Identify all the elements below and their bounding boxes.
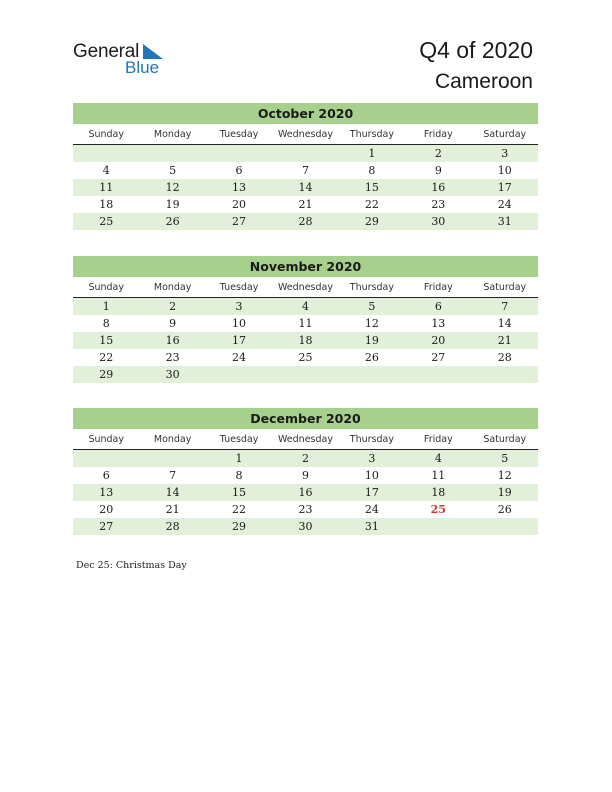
day-cell: 25 — [99, 215, 114, 228]
week-row — [73, 518, 538, 535]
weekday-label: Friday — [423, 434, 453, 445]
day-cell: 8 — [235, 469, 243, 482]
weekday-label: Tuesday — [219, 129, 259, 140]
day-cell: 5 — [169, 164, 177, 177]
week-row — [73, 450, 538, 467]
day-cell: 29 — [232, 520, 247, 533]
day-cell: 24 — [497, 198, 512, 211]
day-cell: 22 — [99, 351, 114, 364]
day-cell: 24 — [364, 503, 379, 516]
day-cell: 23 — [165, 351, 180, 364]
day-cell: 9 — [301, 469, 309, 482]
day-cell: 17 — [497, 181, 512, 194]
day-cell: 4 — [301, 300, 309, 313]
day-cell: 13 — [232, 181, 247, 194]
day-cell: 3 — [235, 300, 243, 313]
country-name: Cameroon — [434, 70, 533, 93]
day-cell: 2 — [169, 300, 177, 313]
day-cell: 27 — [431, 351, 446, 364]
day-cell: 21 — [165, 503, 180, 516]
day-cell: 17 — [364, 486, 379, 499]
day-cell: 31 — [364, 520, 379, 533]
weekday-header-row — [73, 431, 538, 450]
month-header: December 2020 — [73, 408, 538, 429]
day-cell: 15 — [99, 334, 114, 347]
day-cell: 23 — [298, 503, 313, 516]
day-cell: 30 — [298, 520, 313, 533]
logo — [73, 41, 173, 81]
day-cell — [405, 518, 471, 535]
day-cell: 19 — [497, 486, 512, 499]
day-cell: 1 — [368, 147, 376, 160]
day-cell: 9 — [169, 317, 177, 330]
weekday-label: Saturday — [483, 129, 527, 140]
day-cell: 2 — [301, 452, 309, 465]
day-cell: 27 — [232, 215, 247, 228]
weekday-label: Saturday — [483, 434, 527, 445]
day-cell: 17 — [232, 334, 247, 347]
day-cell: 11 — [298, 317, 313, 330]
week-row — [73, 467, 538, 484]
day-cell — [472, 518, 538, 535]
week-row — [73, 196, 538, 213]
day-cell: 10 — [232, 317, 247, 330]
day-cell: 12 — [497, 469, 512, 482]
day-cell: 6 — [235, 164, 243, 177]
day-cell: 26 — [165, 215, 180, 228]
day-cell: 23 — [431, 198, 446, 211]
day-cell: 8 — [102, 317, 110, 330]
day-cell — [139, 450, 205, 467]
day-cell — [272, 366, 338, 383]
week-row — [73, 501, 538, 518]
day-cell: 29 — [99, 368, 114, 381]
weekday-header-row — [73, 126, 538, 145]
month-header: October 2020 — [73, 103, 538, 124]
weekday-label: Friday — [423, 129, 453, 140]
day-cell: 13 — [431, 317, 446, 330]
day-cell: 21 — [497, 334, 512, 347]
weekday-label: Friday — [423, 282, 453, 293]
day-cell: 11 — [431, 469, 446, 482]
day-cell: 31 — [497, 215, 512, 228]
day-cell: 15 — [364, 181, 379, 194]
day-cell — [272, 145, 338, 162]
quarter-title: Q4 of 2020 — [419, 37, 533, 63]
day-cell: 16 — [298, 486, 313, 499]
day-cell: 20 — [431, 334, 446, 347]
day-cell: 3 — [501, 147, 509, 160]
day-cell: 14 — [298, 181, 313, 194]
day-cell: 19 — [364, 334, 379, 347]
weekday-label: Thursday — [349, 434, 394, 445]
weekday-label: Tuesday — [219, 282, 259, 293]
day-cell: 29 — [364, 215, 379, 228]
weekday-label: Wednesday — [277, 282, 333, 293]
weekday-label: Wednesday — [277, 129, 333, 140]
week-row — [73, 213, 538, 230]
day-cell: 20 — [232, 198, 247, 211]
logo-word-blue: Blue — [125, 58, 160, 77]
day-cell: 6 — [434, 300, 442, 313]
day-cell: 7 — [501, 300, 509, 313]
day-cell: 9 — [434, 164, 442, 177]
weekday-label: Wednesday — [277, 434, 333, 445]
month-december — [73, 408, 538, 535]
day-cell: 21 — [298, 198, 313, 211]
holiday-note: Dec 25: Christmas Day — [76, 560, 187, 571]
day-cell — [206, 145, 272, 162]
month-header: November 2020 — [73, 256, 538, 277]
weekday-label: Sunday — [88, 282, 124, 293]
day-cell: 5 — [501, 452, 509, 465]
day-cell: 2 — [434, 147, 442, 160]
day-cell: 16 — [165, 334, 180, 347]
weekday-label: Sunday — [88, 129, 124, 140]
week-row — [73, 315, 538, 332]
day-cell: 24 — [232, 351, 247, 364]
day-cell: 18 — [431, 486, 446, 499]
weekday-label: Monday — [153, 129, 192, 140]
day-cell: 7 — [169, 469, 177, 482]
weekday-label: Tuesday — [219, 434, 259, 445]
day-cell: 15 — [232, 486, 247, 499]
week-row — [73, 145, 538, 162]
weekday-label: Thursday — [349, 282, 394, 293]
day-cell: 27 — [99, 520, 114, 533]
day-cell: 8 — [368, 164, 376, 177]
day-cell: 28 — [298, 215, 313, 228]
day-cell: 14 — [165, 486, 180, 499]
day-cell: 1 — [102, 300, 110, 313]
day-cell — [73, 450, 139, 467]
day-cell: 18 — [99, 198, 114, 211]
day-cell: 30 — [431, 215, 446, 228]
day-cell: 10 — [497, 164, 512, 177]
day-cell: 12 — [364, 317, 379, 330]
day-cell — [139, 145, 205, 162]
weekday-label: Thursday — [349, 129, 394, 140]
month-november — [73, 256, 538, 383]
day-cell: 19 — [165, 198, 180, 211]
day-cell: 5 — [368, 300, 376, 313]
day-cell: 7 — [301, 164, 309, 177]
day-cell: 25 — [298, 351, 313, 364]
week-row — [73, 349, 538, 366]
day-cell: 16 — [431, 181, 446, 194]
week-row — [73, 162, 538, 179]
week-row — [73, 366, 538, 383]
week-row — [73, 179, 538, 196]
day-cell — [73, 145, 139, 162]
day-cell: 28 — [497, 351, 512, 364]
day-cell: 22 — [232, 503, 247, 516]
day-cell: 22 — [364, 198, 379, 211]
holiday-day-cell: 25 — [430, 503, 446, 516]
weekday-label: Saturday — [483, 282, 527, 293]
week-row — [73, 332, 538, 349]
day-cell: 20 — [99, 503, 114, 516]
logo-word-general: General — [73, 41, 140, 62]
day-cell: 10 — [364, 469, 379, 482]
day-cell: 1 — [235, 452, 243, 465]
day-cell — [339, 366, 405, 383]
weekday-header-row — [73, 279, 538, 298]
day-cell: 30 — [165, 368, 180, 381]
day-cell: 26 — [364, 351, 379, 364]
day-cell: 18 — [298, 334, 313, 347]
day-cell: 11 — [99, 181, 114, 194]
day-cell — [405, 366, 471, 383]
day-cell: 6 — [102, 469, 110, 482]
weekday-label: Monday — [153, 434, 192, 445]
week-row — [73, 298, 538, 315]
day-cell: 3 — [368, 452, 376, 465]
month-october — [73, 103, 538, 230]
week-row — [73, 484, 538, 501]
day-cell: 14 — [497, 317, 512, 330]
day-cell: 4 — [434, 452, 442, 465]
weekday-label: Sunday — [88, 434, 124, 445]
day-cell: 28 — [165, 520, 180, 533]
day-cell — [206, 366, 272, 383]
day-cell: 12 — [165, 181, 180, 194]
day-cell: 13 — [99, 486, 114, 499]
day-cell: 4 — [102, 164, 110, 177]
weekday-label: Monday — [153, 282, 192, 293]
day-cell: 26 — [497, 503, 512, 516]
day-cell — [472, 366, 538, 383]
